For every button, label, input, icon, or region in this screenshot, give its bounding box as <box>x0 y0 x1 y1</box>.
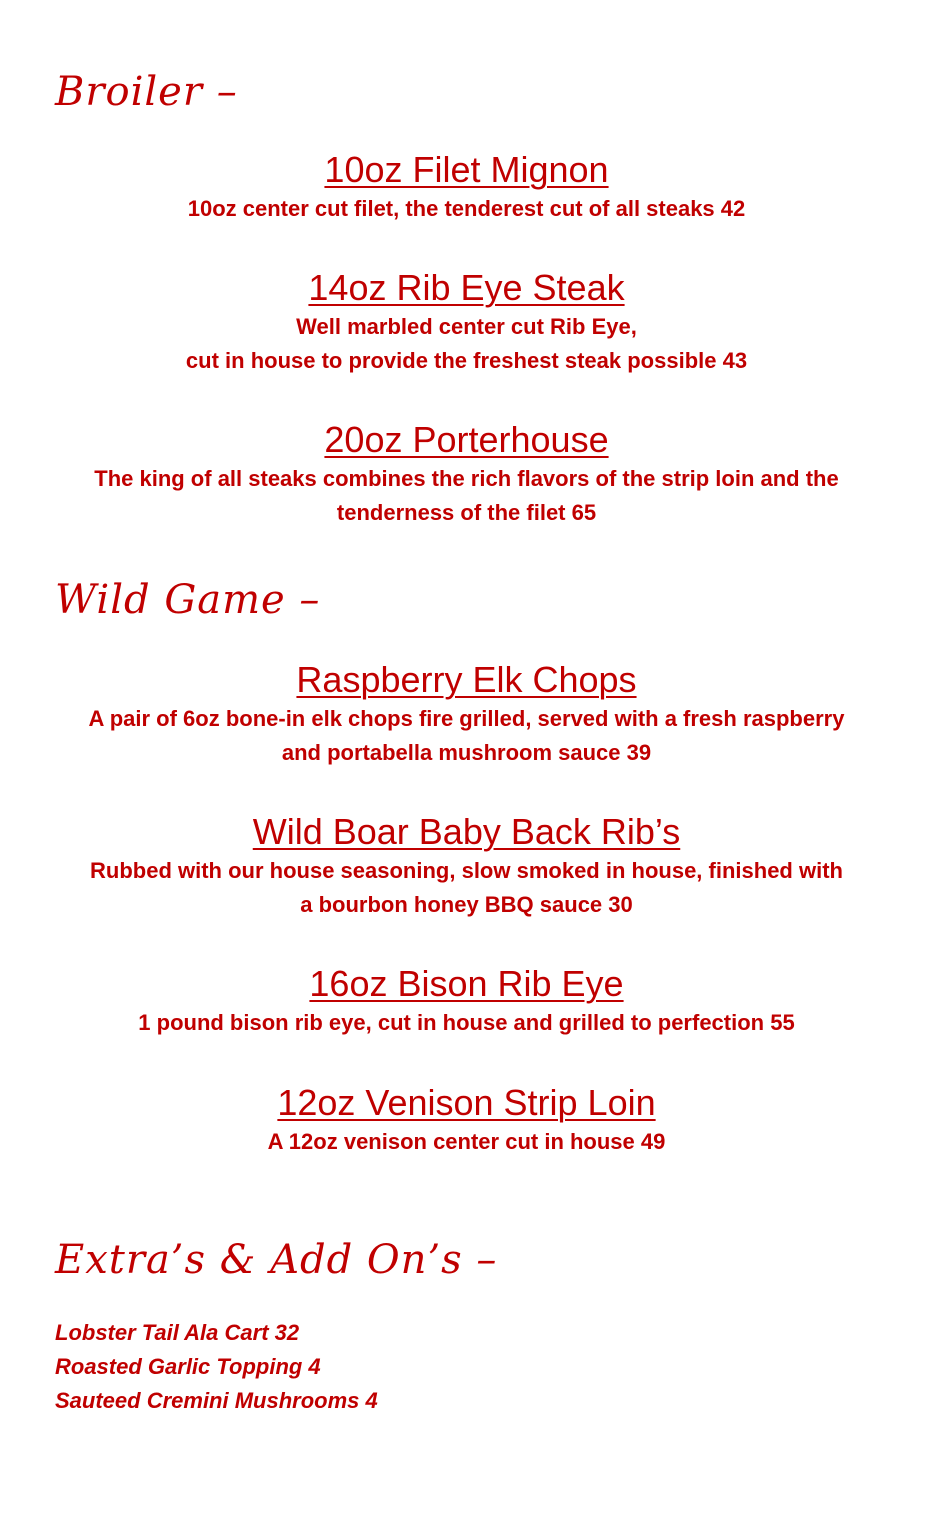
section-title-wild-game: Wild Game – <box>55 577 321 623</box>
description-line: The king of all steaks combines the rich flavors of the strip loin and the <box>94 466 839 491</box>
menu-item-description <box>40 310 893 378</box>
menu-item-name: Wild Boar Baby Back Rib’s <box>252 811 681 852</box>
menu-item-name: 14oz Rib Eye Steak <box>308 267 625 308</box>
menu-item-venison-strip-loin <box>40 1081 893 1159</box>
menu-item-description <box>40 192 893 226</box>
extras-list <box>55 1316 655 1418</box>
description-line: Well marbled center cut Rib Eye, <box>296 314 637 339</box>
menu-item-description <box>40 462 893 530</box>
section-title-broiler: Broiler – <box>55 69 238 115</box>
description-line: 1 pound bison rib eye, cut in house and grilled to perfection 55 <box>138 1010 795 1035</box>
extras-item: Sauteed Cremini Mushrooms 4 <box>55 1388 378 1413</box>
description-line: tenderness of the filet 65 <box>336 500 597 525</box>
menu-item-name: Raspberry Elk Chops <box>296 659 637 700</box>
description-line: 10oz center cut filet, the tenderest cut of all steaks 42 <box>187 196 746 221</box>
menu-item-name: 12oz Venison Strip Loin <box>277 1082 656 1123</box>
description-line: a bourbon honey BBQ sauce 30 <box>300 892 633 917</box>
extras-item: Lobster Tail Ala Cart 32 <box>55 1320 300 1345</box>
menu-item-description <box>40 1125 893 1159</box>
menu-item-name: 20oz Porterhouse <box>324 419 609 460</box>
menu-item-name: 10oz Filet Mignon <box>324 149 609 190</box>
menu-item-bison-rib-eye <box>40 962 893 1040</box>
menu-item-name: 16oz Bison Rib Eye <box>309 963 624 1004</box>
extras-item: Roasted Garlic Topping 4 <box>55 1354 321 1379</box>
menu-item-raspberry-elk-chops <box>40 658 893 770</box>
menu-item-rib-eye-steak <box>40 266 893 378</box>
menu-item-wild-boar-ribs <box>40 810 893 922</box>
description-line: A 12oz venison center cut in house 49 <box>267 1129 666 1154</box>
description-line: A pair of 6oz bone-in elk chops fire grilled, served with a fresh raspberry <box>88 706 845 731</box>
section-title-extras: Extra’s & Add On’s – <box>55 1237 498 1283</box>
menu-item-filet-mignon <box>40 148 893 226</box>
menu-item-description <box>40 854 893 922</box>
menu-item-porterhouse <box>40 418 893 530</box>
description-line: cut in house to provide the freshest steak possible 43 <box>185 348 748 373</box>
menu-item-description <box>40 702 893 770</box>
menu-item-description <box>40 1006 893 1040</box>
description-line: Rubbed with our house seasoning, slow smoked in house, finished with <box>90 858 843 883</box>
description-line: and portabella mushroom sauce 39 <box>281 740 652 765</box>
